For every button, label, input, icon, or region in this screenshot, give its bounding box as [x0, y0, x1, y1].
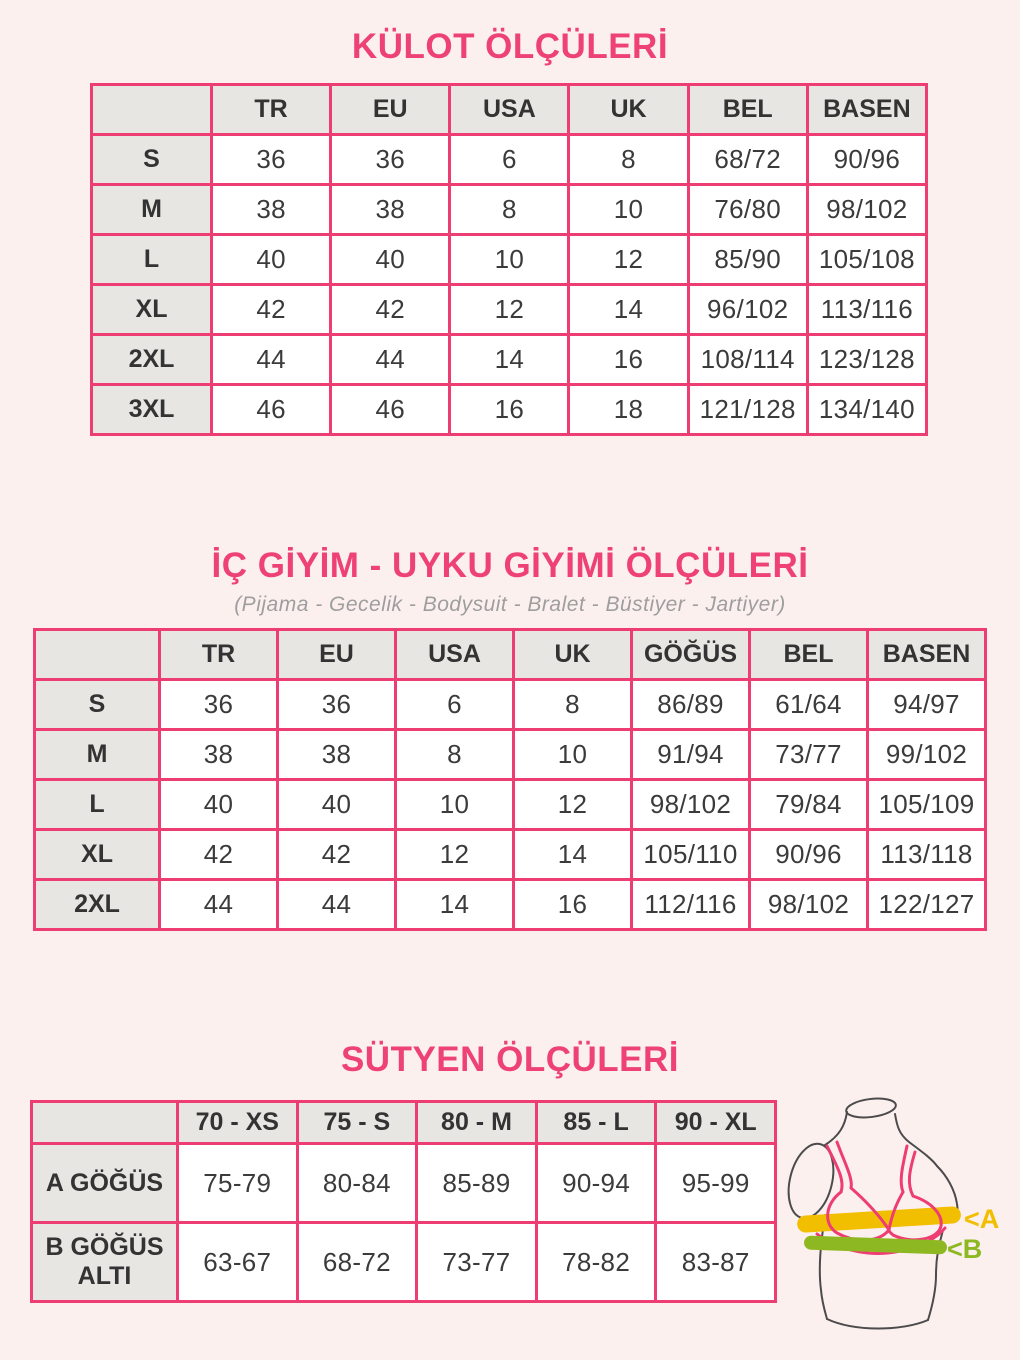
column-header: USA — [450, 85, 569, 135]
neck-opening — [845, 1096, 897, 1120]
size-cell: 90/96 — [807, 135, 926, 185]
column-header: BASEN — [868, 630, 986, 680]
size-cell: 44 — [278, 880, 396, 930]
size-cell: 38 — [160, 730, 278, 780]
size-cell: 14 — [569, 285, 688, 335]
size-cell: 14 — [514, 830, 632, 880]
size-cell: 123/128 — [807, 335, 926, 385]
row-label: XL — [35, 830, 160, 880]
size-cell: 63-67 — [178, 1223, 298, 1302]
header-row — [92, 85, 927, 135]
size-cell: 36 — [212, 135, 331, 185]
size-cell: 85/90 — [688, 235, 807, 285]
size-cell: 6 — [396, 680, 514, 730]
size-cell: 99/102 — [868, 730, 986, 780]
size-cell: 44 — [212, 335, 331, 385]
size-cell: 44 — [331, 335, 450, 385]
size-cell: 8 — [450, 185, 569, 235]
table-row — [32, 1223, 776, 1302]
size-cell: 42 — [160, 830, 278, 880]
size-cell: 42 — [212, 285, 331, 335]
size-cell: 90/96 — [750, 830, 868, 880]
size-cell: 40 — [331, 235, 450, 285]
column-header: BEL — [750, 630, 868, 680]
bra-measurement-diagram — [785, 1082, 1015, 1344]
size-cell: 10 — [450, 235, 569, 285]
column-header: TR — [212, 85, 331, 135]
size-cell: 12 — [514, 780, 632, 830]
band-a-label: <A — [964, 1204, 1000, 1234]
size-cell: 112/116 — [632, 880, 750, 930]
column-header: USA — [396, 630, 514, 680]
column-header: 80 - M — [417, 1102, 537, 1144]
size-cell: 14 — [396, 880, 514, 930]
corner-cell — [35, 630, 160, 680]
size-cell: 8 — [514, 680, 632, 730]
sutyen-size-table — [30, 1100, 777, 1303]
column-header: 70 - XS — [178, 1102, 298, 1144]
column-header: BASEN — [807, 85, 926, 135]
column-header: EU — [331, 85, 450, 135]
size-cell: 80-84 — [297, 1144, 417, 1223]
header-row — [32, 1102, 776, 1144]
column-header: 85 - L — [536, 1102, 656, 1144]
size-cell: 73-77 — [417, 1223, 537, 1302]
size-cell: 10 — [396, 780, 514, 830]
row-label: M — [92, 185, 212, 235]
size-cell: 90-94 — [536, 1144, 656, 1223]
size-cell: 68/72 — [688, 135, 807, 185]
size-cell: 68-72 — [297, 1223, 417, 1302]
size-cell: 14 — [450, 335, 569, 385]
ic-giyim-subtitle: (Pijama - Gecelik - Bodysuit - Bralet - Büstiyer - Jartiyer) — [234, 593, 786, 616]
table-row — [35, 680, 986, 730]
kulot-size-table — [90, 83, 928, 436]
column-header: UK — [569, 85, 688, 135]
size-cell: 36 — [160, 680, 278, 730]
size-cell: 98/102 — [807, 185, 926, 235]
table-row — [35, 780, 986, 830]
size-cell: 113/118 — [868, 830, 986, 880]
table-row — [92, 235, 927, 285]
size-cell: 75-79 — [178, 1144, 298, 1223]
row-label: 2XL — [35, 880, 160, 930]
table-row — [92, 335, 927, 385]
table-row — [92, 185, 927, 235]
neck-right-line — [895, 1114, 937, 1166]
size-cell: 40 — [160, 780, 278, 830]
column-header: 90 - XL — [656, 1102, 776, 1144]
table-row — [92, 135, 927, 185]
row-label: M — [35, 730, 160, 780]
size-cell: 95-99 — [656, 1144, 776, 1223]
size-cell: 46 — [331, 385, 450, 435]
corner-cell — [92, 85, 212, 135]
bra-strap-left-inner — [837, 1142, 851, 1188]
bra-strap-right-outer — [909, 1152, 915, 1196]
size-cell: 86/89 — [632, 680, 750, 730]
size-cell: 16 — [514, 880, 632, 930]
table-row — [92, 285, 927, 335]
neck-left-line — [825, 1112, 847, 1145]
header-row — [35, 630, 986, 680]
corner-cell — [32, 1102, 178, 1144]
table-row — [32, 1144, 776, 1223]
size-cell: 36 — [331, 135, 450, 185]
size-cell: 38 — [278, 730, 396, 780]
size-cell: 61/64 — [750, 680, 868, 730]
size-cell: 46 — [212, 385, 331, 435]
row-label: 3XL — [92, 385, 212, 435]
column-header: GÖĞÜS — [632, 630, 750, 680]
size-cell: 16 — [569, 335, 688, 385]
size-cell: 121/128 — [688, 385, 807, 435]
size-cell: 105/109 — [868, 780, 986, 830]
size-cell: 76/80 — [688, 185, 807, 235]
size-cell: 8 — [569, 135, 688, 185]
row-label: L — [35, 780, 160, 830]
table-row — [35, 730, 986, 780]
size-cell: 94/97 — [868, 680, 986, 730]
size-cell: 78-82 — [536, 1223, 656, 1302]
column-header: UK — [514, 630, 632, 680]
bottom-line — [827, 1319, 928, 1329]
band-b-label: <B — [947, 1234, 983, 1264]
size-cell: 38 — [331, 185, 450, 235]
size-cell: 122/127 — [868, 880, 986, 930]
table-row — [35, 880, 986, 930]
size-cell: 40 — [278, 780, 396, 830]
ic-giyim-title: İÇ GİYİM - UYKU GİYİMİ ÖLÇÜLERİ — [211, 546, 809, 585]
size-cell: 98/102 — [632, 780, 750, 830]
size-cell: 10 — [569, 185, 688, 235]
size-cell: 12 — [450, 285, 569, 335]
size-cell: 83-87 — [656, 1223, 776, 1302]
size-cell: 12 — [569, 235, 688, 285]
size-cell: 134/140 — [807, 385, 926, 435]
row-label: S — [92, 135, 212, 185]
size-cell: 91/94 — [632, 730, 750, 780]
size-cell: 12 — [396, 830, 514, 880]
size-cell: 40 — [212, 235, 331, 285]
left-arm-stub — [785, 1139, 841, 1223]
size-cell: 42 — [278, 830, 396, 880]
column-header: BEL — [688, 85, 807, 135]
column-header: TR — [160, 630, 278, 680]
column-header: EU — [278, 630, 396, 680]
sutyen-title: SÜTYEN ÖLÇÜLERİ — [340, 1040, 680, 1079]
size-cell: 98/102 — [750, 880, 868, 930]
row-label: 2XL — [92, 335, 212, 385]
row-label: L — [92, 235, 212, 285]
size-cell: 42 — [331, 285, 450, 335]
bra-strap-right-inner — [901, 1146, 907, 1192]
size-cell: 105/110 — [632, 830, 750, 880]
size-cell: 85-89 — [417, 1144, 537, 1223]
ic-giyim-size-table — [33, 628, 987, 931]
kulot-title: KÜLOT ÖLÇÜLERİ — [351, 27, 669, 66]
row-label: B GÖĞÜS ALTI — [32, 1223, 178, 1302]
size-cell: 6 — [450, 135, 569, 185]
table-row — [92, 385, 927, 435]
size-cell: 36 — [278, 680, 396, 730]
size-cell: 8 — [396, 730, 514, 780]
table-row — [35, 830, 986, 880]
size-cell: 44 — [160, 880, 278, 930]
size-cell: 16 — [450, 385, 569, 435]
column-header: 75 - S — [297, 1102, 417, 1144]
size-cell: 18 — [569, 385, 688, 435]
size-cell: 108/114 — [688, 335, 807, 385]
size-cell: 113/116 — [807, 285, 926, 335]
size-cell: 79/84 — [750, 780, 868, 830]
row-label: S — [35, 680, 160, 730]
size-cell: 38 — [212, 185, 331, 235]
size-cell: 73/77 — [750, 730, 868, 780]
size-cell: 96/102 — [688, 285, 807, 335]
size-cell: 105/108 — [807, 235, 926, 285]
size-cell: 10 — [514, 730, 632, 780]
row-label: XL — [92, 285, 212, 335]
row-label: A GÖĞÜS — [32, 1144, 178, 1223]
